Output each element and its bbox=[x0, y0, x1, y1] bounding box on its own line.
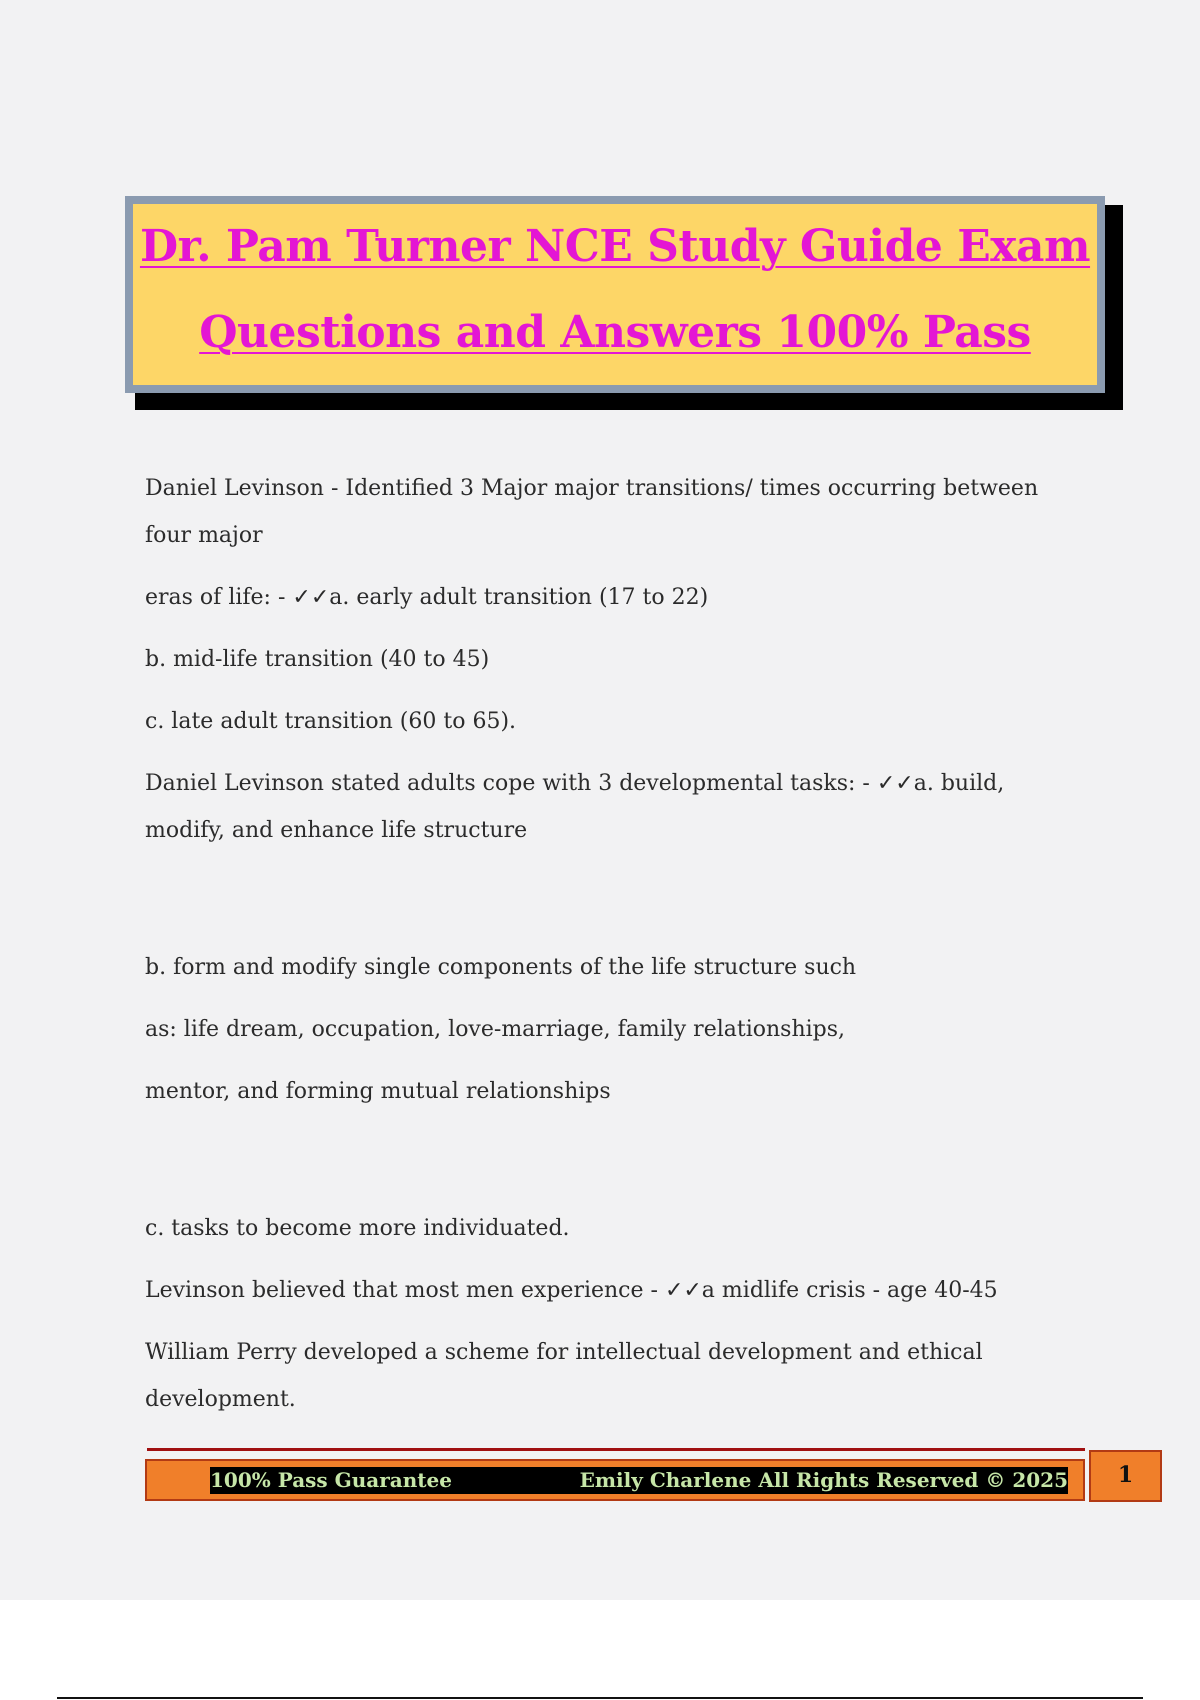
paragraph-mentor: mentor, and forming mutual relationships bbox=[145, 1079, 611, 1104]
paragraph-spacer bbox=[145, 869, 1075, 944]
document-title-line-1: Dr. Pam Turner NCE Study Guide Exam bbox=[139, 221, 1091, 272]
document-title-line-2: Questions and Answers 100% Pass bbox=[199, 307, 1031, 358]
paragraph-midlife-crisis: Levinson believed that most men experience - ✓✓a midlife crisis - age 40-45 bbox=[145, 1278, 998, 1303]
paragraph-life-dream: as: life dream, occupation, love-marriage, family relationships, bbox=[145, 1017, 846, 1042]
page-number: 1 bbox=[1089, 1450, 1162, 1502]
paragraph-mid-life-transition: b. mid-life transition (40 to 45) bbox=[145, 647, 490, 672]
paragraph-individuated: c. tasks to become more individuated. bbox=[145, 1216, 570, 1241]
footer-guarantee: 100% Pass Guarantee bbox=[210, 1468, 452, 1492]
footer-text-band bbox=[210, 1467, 1068, 1494]
footer-copyright: Emily Charlene All Rights Reserved © 2025 bbox=[579, 1468, 1068, 1492]
paragraph-developmental-tasks: Daniel Levinson stated adults cope with 3 developmental tasks: - ✓✓a. build, modify, and enhance life structure bbox=[145, 771, 1005, 843]
page-bottom-rule bbox=[57, 1697, 1143, 1699]
paragraph-late-adult-transition: c. late adult transition (60 to 65). bbox=[145, 709, 517, 734]
footer-divider bbox=[147, 1448, 1085, 1451]
paragraph-spacer bbox=[145, 1130, 1075, 1205]
paragraph-william-perry: William Perry developed a scheme for intellectual development and ethical development. bbox=[145, 1340, 983, 1412]
title-box bbox=[125, 196, 1105, 393]
paragraph-eras-of-life: eras of life: - ✓✓a. early adult transition (17 to 22) bbox=[145, 585, 709, 610]
document-body bbox=[145, 465, 1075, 1438]
footer-bar bbox=[145, 1459, 1085, 1501]
paragraph-form-modify: b. form and modify single components of the life structure such bbox=[145, 955, 857, 980]
paragraph-levinson-transitions: Daniel Levinson - Identified 3 Major major transitions/ times occurring between four major bbox=[145, 476, 1039, 548]
